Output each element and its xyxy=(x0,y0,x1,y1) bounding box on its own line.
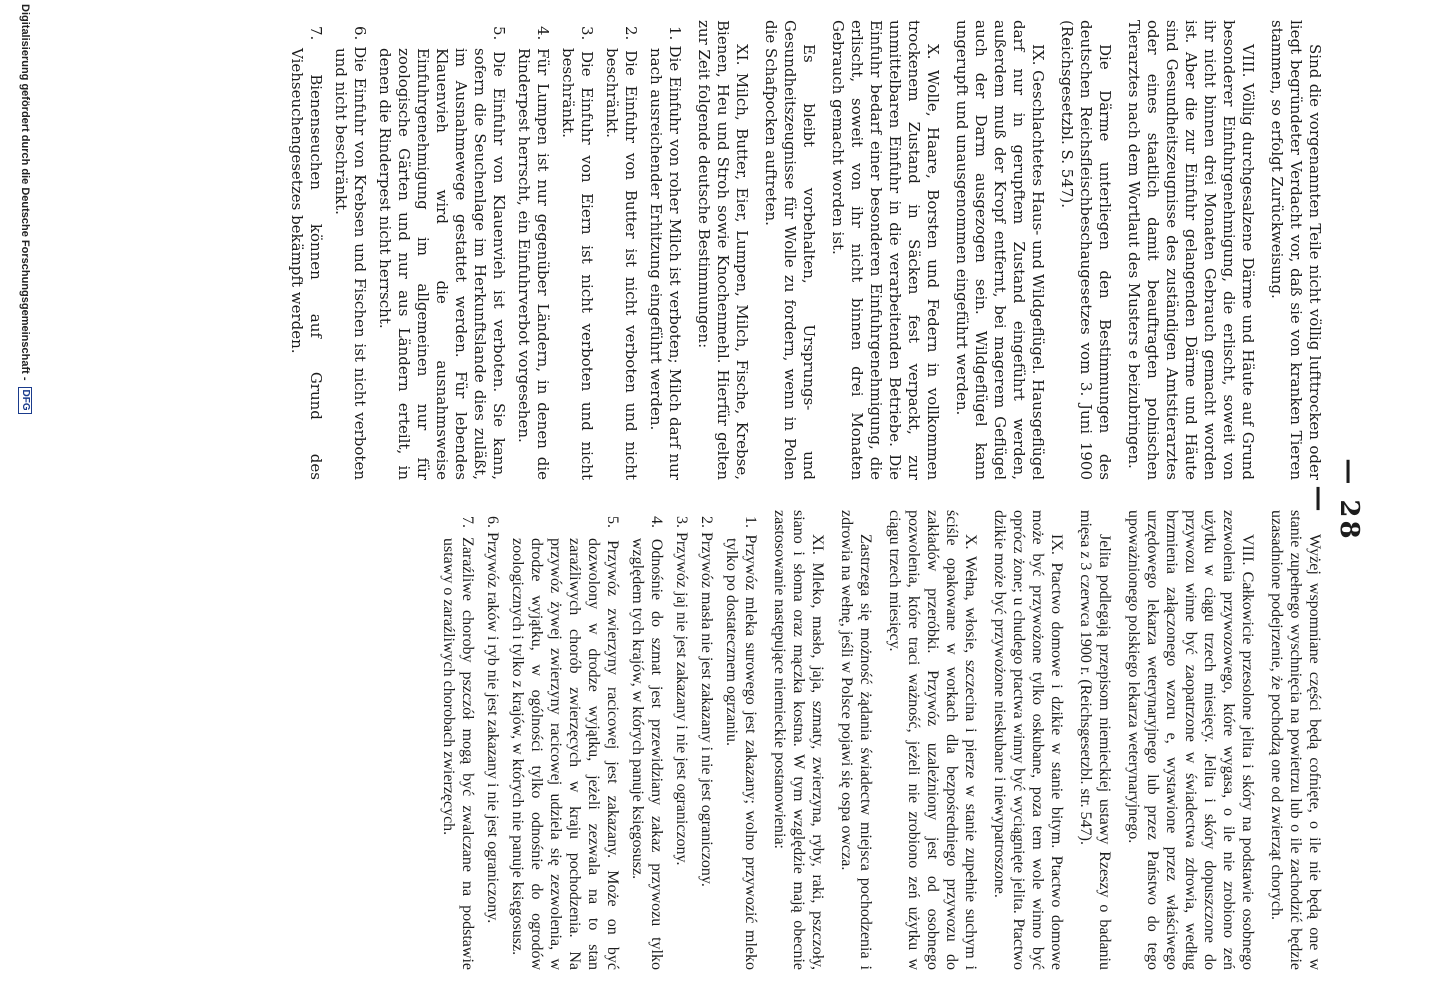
german-paragraph: X. Wolle, Haare, Borsten und Federn in vollkommen trockenem Zustand in Säcken fest verpackt, zur unmittelbaren Einfuhr in die verarbeitenden Betriebe. Die Einfuhr bedarf einer besonderen Einfuhrgenehmigung, die erlischt, soweit von ihr nicht binnen drei Monaten Gebrauch gemacht worden ist. xyxy=(829,20,942,480)
polish-list-item: 5. Przywóz zwierzyny racicowej jest zakazany. Może on być dozwolony w drodze wyjątku, jeżeli zezwala na to stan zaraźliwych chorób zwierzęcych w kraju pochodzenia. Na przywóz żywej zwierzyny racicowej udziela się zezwolenia, w drodze wyjątku, w ogólności tylko odnośnie do ogrodów zoologicznych i tylko z krajów, w których nie panuje księgosusz. xyxy=(509,516,621,970)
german-paragraph: VIII. Völlig durchgesalzene Därme und Häute auf Grund besonderer Einfuhrgenehmigung, die erlischt, soweit von ihr nicht binnen drei Monaten Gebrauch gemacht worden ist. Aber die zur Einfuhr gelangenden Därme und Häute sind Gesundheitszeugnisse des zuständigen Amtstierarztes oder eines staatlich damit beauftragten polnischen Tierarztes nach dem Wortlaut des Musters e beizubringen. xyxy=(1125,20,1257,480)
german-list-item: 6. Die Einfuhr von Krebsen und Fischen ist nicht verboten und nicht beschränkt. xyxy=(332,26,369,480)
german-paragraph: IX. Geschlachtetes Haus- und Wildgeflügel. Hausgeflügel darf nur in gerupftem Zustand eingeführt werden, außerdem muß der Kropf entfernt, bei magerem Geflügel auch der Darm ausgezogen sein. Wildgeflügel kann ungerupft und unausgenommen eingeführt werden. xyxy=(953,20,1047,480)
polish-column xyxy=(433,510,1324,970)
dfg-logo-icon: DFG xyxy=(18,387,32,414)
german-paragraph: Sind die vorgenannten Teile nicht völlig lufttrocken oder liegt begründeter Verdacht vor, daß sie von kranken Tieren stammen, so erfolgt Zurückweisung. xyxy=(1268,20,1324,480)
polish-list-item: 6. Przywóz raków i ryb nie jest zakazany i nie jest ograniczony. xyxy=(484,516,501,924)
german-paragraph: Die Därme unterliegen den Bestimmungen des deutschen Reichsfleischbeschaugesetzes vom 3. Juni 1900 (Reichsgesetzbl. S. 547). xyxy=(1058,20,1114,480)
polish-paragraph: IX. Ptactwo domowe i dzikie w stanie bitym. Ptactwo domowe może być przywożone tylko oskubane, poza tem wole winno być oprócz żone; u chudego ptactwa winny być wyciągnięte jelita. Ptactwo dzikie może być przywożone nieskubane i niewypatroszone. xyxy=(991,510,1065,970)
polish-paragraph: XI. Mleko, masło, jaja, szmaty, zwierzyna, ryby, raki, pszczoły, siano i słoma oraz mączka kostna. W tym względzie mają obecnie zastosowanie następujące niemieckie postanowienia: xyxy=(771,510,826,970)
credit-text: Digitalisierung gefördert durch die Deutsche Forschungsgemeinschaft - xyxy=(19,4,31,381)
german-paragraph: Es bleibt vorbehalten, Ursprungs- und Gesundheitszeugnisse für Wolle zu fordern, wenn in Polen die Schafpocken auftreten. xyxy=(762,20,818,480)
polish-list-item: 1. Przywóz mleka surowego jest zakazany; wolno przywozić mleko tylko po dostatecznem ogrzaniu. xyxy=(723,516,759,970)
german-column xyxy=(281,20,1324,480)
page-number: — 28 — xyxy=(1304,458,1364,542)
polish-paragraph: Wyżej wspomniane części będą cofnięte, o ile nie będą one w stanie zupełnego wyschnięcia na powietrzu lub o ile zachodzić będzie uzasadnione podejrzenie, że pochodzą one od zwierząt chorych. xyxy=(1268,510,1323,970)
polish-list-item: 4. Odnośnie do szmat jest przewidziany zakaz przywozu tylko względem tych krajów, w których panuje księgosusz. xyxy=(629,516,665,970)
polish-paragraph: Zastrzega się możność żądania świadectw miejsca pochodzenia i zdrowia na wełnę, jeśli w Polsce pojawi się ospa owcza. xyxy=(838,510,874,970)
german-list-item: 7. Bienenseuchen können auf Grund des Viehseuchengesetzes bekämpft werden. xyxy=(288,26,325,480)
polish-list-item: 2. Przywóz masła nie jest zakazany i nie jest ograniczony. xyxy=(698,516,715,887)
polish-list-item: 7. Zaraźliwe choroby pszczół mogą być zwalczane na podstawie ustawy o zaraźliwych chorobach zwierzęcych. xyxy=(440,516,476,970)
polish-paragraph: Jelita podlegają przepisom niemieckiej ustawy Rzeszy o badaniu mięsa z 3 czerwca 1900 r. (Reichsgesetzbl. str. 547). xyxy=(1077,510,1113,970)
german-list-item: 1. Die Einfuhr von roher Milch ist verboten; Milch darf nur nach ausreichender Erhitzung eingeführt werden. xyxy=(647,26,684,480)
german-list-item: 2. Die Einfuhr von Butter ist nicht verboten und nicht beschränkt. xyxy=(603,26,640,480)
polish-paragraph: X. Wełna, włosie, szczecina i pierze w stanie zupełnie suchym i ściśle opakowane w workach dla bezpośredniego przywozu do zakładów przeróbki. Przywóz uzależniony jest od osobnego pozwolenia, które traci ważność, jeżeli nie zrobiono zeń użytku w ciągu trzech miesięcy. xyxy=(886,510,979,970)
polish-paragraph: VIII. Całkowicie przesolone jelita i skóry na podstawie osobnego zezwolenia przywozowego, które wygasa, o ile nie zrobiono zeń użytku w ciągu trzech miesięcy. Jelita i skóry dopuszczone do przywozu winne być zaopatrzone w świadectwa zdrowia, według brzmienia załączonego wzoru e, wystawione przez właściwego urzędowego lekarza weterynaryjnego lub przez Państwo do tego upoważnionego polskiego lekarza weterynaryjnego. xyxy=(1125,510,1256,970)
polish-list-item: 3. Przywóz jaj nie jest zakazany i nie jest ograniczony. xyxy=(673,516,690,866)
german-list-item: 5. Die Einfuhr von Klauenvieh ist verboten. Sie kann, sofern die Seuchenlage im Herkunftslande dies zuläßt, im Ausnahmewege gestattet werden. Für lebendes Klauenvieh wird die ausnahmsweise Einfuhrgenehmigung im allgemeinen nur für zoologische Gärten und nur aus Ländern erteilt, in denen die Rinderpest nicht herrscht. xyxy=(376,26,508,480)
german-list-item: 3. Die Einfuhr von Eiern ist nicht verboten und nicht beschränkt. xyxy=(559,26,596,480)
digitization-credit xyxy=(18,0,32,1004)
german-paragraph: XI. Milch, Butter, Eier, Lumpen, Milch, Fische, Krebse, Bienen, Heu und Stroh sowie Knochenmehl. Hierfür gelten zur Zeit folgende deutsche Bestimmungen: xyxy=(695,20,751,480)
german-list-item: 4. Für Lumpen ist nur gegenüber Ländern, in denen die Rinderpest herrscht, ein Einfuhrverbot vorgesehen. xyxy=(515,26,552,480)
